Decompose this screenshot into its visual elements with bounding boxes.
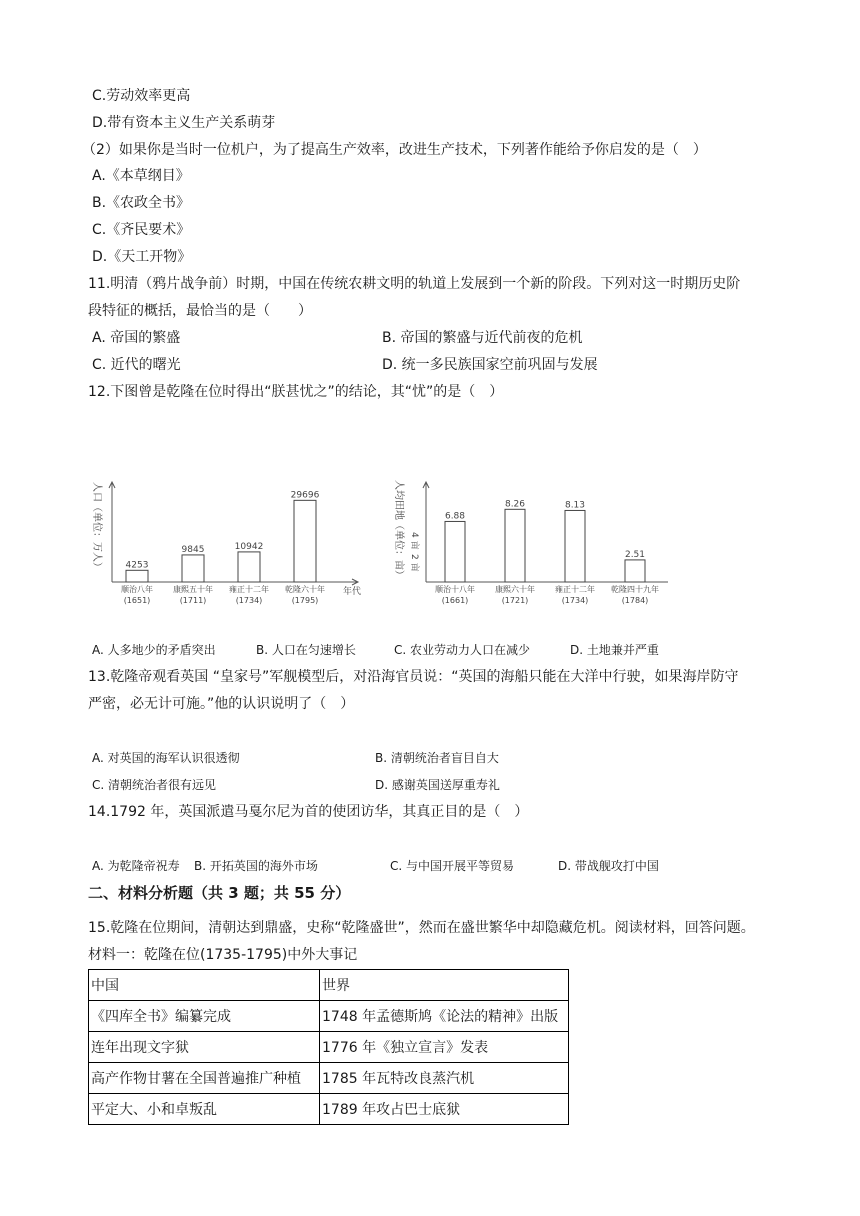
q10-sub2-option-c: C.《齐民要术》 — [92, 222, 191, 238]
population-value-label: 9845 — [181, 544, 205, 555]
land-per-capita-chart — [390, 478, 672, 610]
land-y-axis — [423, 482, 429, 582]
land-y-tick-2: 2 亩 — [409, 554, 419, 572]
table-cell: 1748 年孟德斯鸠《论法的精神》出版 — [320, 1001, 569, 1032]
land-tick-label: 乾隆四十九年 — [611, 585, 659, 594]
q13-option-d: D. 感谢英国送厚重寿礼 — [375, 778, 500, 792]
land-tick-label: 康熙六十年 — [495, 585, 535, 594]
population-bar — [294, 500, 316, 582]
population-x-label: 年代 — [343, 587, 362, 597]
q11-option-b: B. 帝国的繁盛与近代前夜的危机 — [382, 330, 583, 346]
land-value-label: 6.88 — [444, 511, 466, 522]
population-value-label: 29696 — [290, 490, 320, 501]
land-tick-label: 顺治十八年 — [435, 585, 475, 594]
table-cell: 平定大、小和卓叛乱 — [89, 1094, 320, 1125]
q12-stem: 12.下图曾是乾隆在位时得出“朕甚忧之”的结论，其“忧”的是（ ） — [88, 384, 504, 400]
q11-stem-line2: 段特征的概括，最恰当的是（ ） — [88, 303, 312, 319]
q11-option-c: C. 近代的曙光 — [92, 357, 181, 373]
q12-option-a: A. 人多地少的矛盾突出 — [92, 643, 216, 657]
land-y-label: 人均田地（单位：亩） — [393, 480, 404, 580]
q10-sub2-option-b: B.《农政全书》 — [92, 195, 191, 211]
population-bar — [238, 552, 260, 582]
population-tick-label: (1734) — [235, 596, 263, 605]
population-tick-label: 康熙五十年 — [173, 585, 213, 594]
land-value-label: 2.51 — [624, 549, 646, 560]
table-row — [89, 1032, 569, 1063]
table-cell: 《四库全书》编纂完成 — [89, 1001, 320, 1032]
land-tick-label: (1721) — [501, 596, 529, 605]
table-header-row — [89, 970, 569, 1001]
table-cell: 1785 年瓦特改良蒸汽机 — [320, 1063, 569, 1094]
population-tick-label: 乾隆六十年 — [285, 585, 325, 594]
q14-stem: 14.1792 年，英国派遣马戛尔尼为首的使团访华，其真正目的是（ ） — [88, 804, 529, 820]
land-bar — [445, 521, 465, 582]
q14-option-a: A. 为乾隆帝祝寿 — [92, 859, 180, 873]
q13-option-c: C. 清朝统治者很有远见 — [92, 778, 217, 792]
events-table — [88, 969, 569, 1125]
population-tick-label: 雍正十二年 — [229, 585, 269, 594]
population-y-label: 人口（单位：万人） — [91, 482, 102, 572]
q12-option-c: C. 农业劳动力人口在减少 — [394, 643, 531, 657]
q11-option-a: A. 帝国的繁盛 — [92, 330, 181, 346]
land-tick-label: 雍正十二年 — [555, 585, 595, 594]
land-value-label: 8.13 — [564, 500, 586, 511]
table-header-world: 世界 — [320, 970, 569, 1001]
table-row — [89, 1001, 569, 1032]
q10-option-d: D.带有资本主义生产关系萌芽 — [92, 115, 276, 131]
q10-sub2-stem: （2）如果你是当时一位机户，为了提高生产效率，改进生产技术，下列著作能给予你启发的是（ ） — [82, 142, 707, 158]
land-bar — [625, 560, 645, 582]
q11-option-d: D. 统一多民族国家空前巩固与发展 — [382, 357, 598, 373]
land-bar — [505, 509, 525, 582]
population-tick-label: 顺治八年 — [121, 585, 153, 594]
q14-option-b: B. 开拓英国的海外市场 — [194, 859, 318, 873]
q12-option-b: B. 人口在匀速增长 — [256, 643, 356, 657]
population-tick-label: (1711) — [179, 596, 207, 605]
q10-option-c: C.劳动效率更高 — [92, 88, 191, 104]
population-tick-label: (1651) — [123, 596, 151, 605]
table-row — [89, 1094, 569, 1125]
population-y-axis — [109, 482, 115, 582]
population-value-label: 4253 — [125, 560, 149, 571]
q15-material-label: 材料一：乾隆在位(1735-1795)中外大事记 — [88, 947, 358, 963]
q13-stem-line1: 13.乾隆帝观看英国 “皇家号”军舰模型后，对沿海官员说：“英国的海船只能在大洋中行驶，如果海岸防守 — [88, 669, 739, 685]
population-tick-label: (1795) — [291, 596, 319, 605]
land-bar — [565, 510, 585, 582]
q10-sub2-option-d: D.《天工开物》 — [92, 249, 192, 265]
land-value-label: 8.26 — [504, 499, 526, 510]
q11-stem-line1: 11.明清（鸦片战争前）时期，中国在传统农耕文明的轨道上发展到一个新的阶段。下列对这一时期历史阶 — [88, 276, 741, 292]
q14-option-c: C. 与中国开展平等贸易 — [390, 859, 515, 873]
q13-option-b: B. 清朝统治者盲目自大 — [375, 751, 499, 765]
table-row — [89, 1063, 569, 1094]
q15-stem: 15.乾隆在位期间，清朝达到鼎盛，史称“乾隆盛世”，然而在盛世繁华中却隐藏危机。阅读材料，回答问题。 — [88, 920, 755, 936]
land-tick-label: (1734) — [561, 596, 589, 605]
q13-stem-line2: 严密，必无计可施。”他的认识说明了（ ） — [88, 696, 355, 712]
population-bar — [182, 555, 204, 582]
land-y-tick-4: 4 亩 — [409, 532, 419, 550]
q14-option-d: D. 带战舰攻打中国 — [558, 859, 659, 873]
table-header-china: 中国 — [89, 970, 320, 1001]
table-cell: 1776 年《独立宣言》发表 — [320, 1032, 569, 1063]
table-cell: 1789 年攻占巴士底狱 — [320, 1094, 569, 1125]
table-cell: 连年出现文字狱 — [89, 1032, 320, 1063]
land-tick-label: (1661) — [441, 596, 469, 605]
q12-option-d: D. 土地兼并严重 — [570, 643, 659, 657]
population-bar — [126, 570, 148, 582]
q13-option-a: A. 对英国的海军认识很透彻 — [92, 751, 240, 765]
population-chart — [88, 478, 378, 610]
population-value-label: 10942 — [234, 541, 264, 552]
q10-sub2-option-a: A.《本草纲目》 — [92, 168, 190, 184]
table-cell: 高产作物甘薯在全国普遍推广种植 — [89, 1063, 320, 1094]
section2-title: 二、材料分析题（共 3 题；共 55 分） — [88, 884, 351, 902]
land-tick-label: (1784) — [621, 596, 649, 605]
